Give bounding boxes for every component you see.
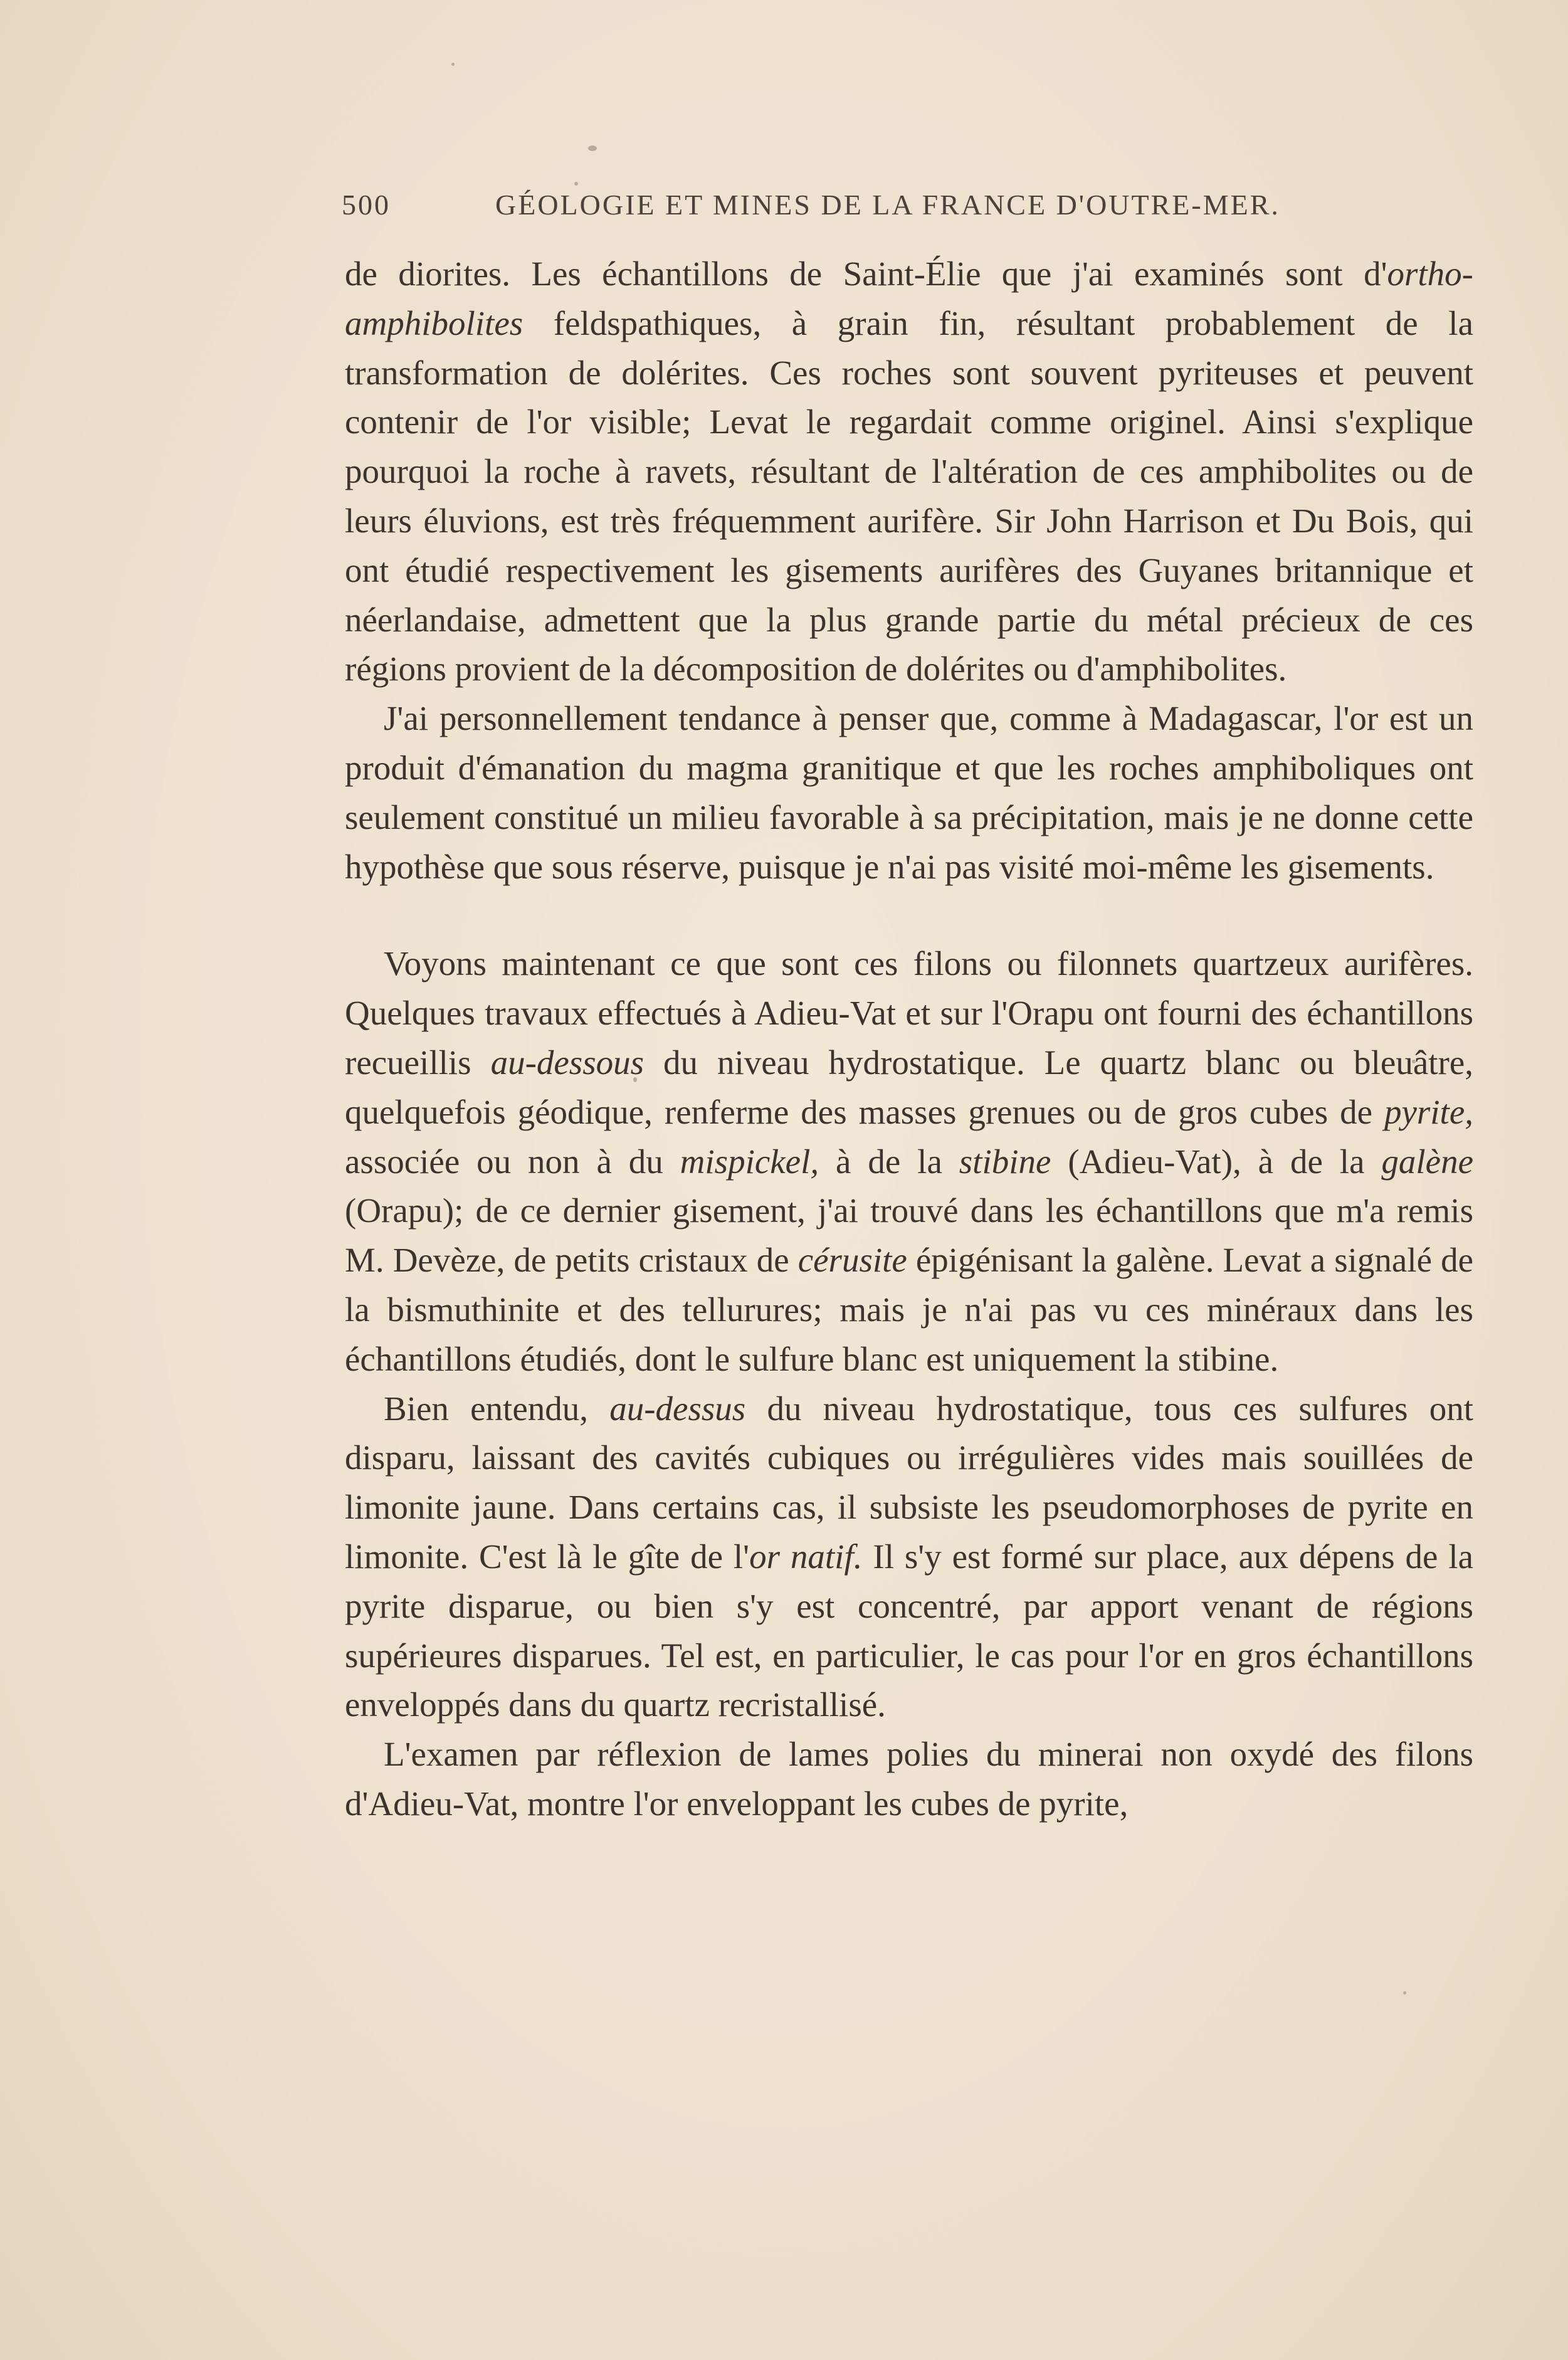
running-title: GÉOLOGIE ET MINES DE LA FRANCE D'OUTRE-MER.: [495, 189, 1280, 221]
text-run: épigénisant la galène. Levat a signalé de la bismuthinite et des tellurures; mais je n'ai pas vu ces minéraux dans les échantillons étudiés, dont le sulfure blanc est uniquement la stibine.: [345, 1241, 1473, 1378]
italic-term: or natif.: [749, 1537, 863, 1576]
ink-speck: [1403, 1991, 1406, 1994]
text-run: Voyons maintenant ce que sont ces filons ou filonnets quartzeux aurifères. Quelques travaux effectués à Adieu-Vat et sur l'Orapu ont fourni des échantillons recueillis: [345, 944, 1473, 1082]
italic-term: pyrite,: [1384, 1092, 1473, 1131]
text-run: (Adieu-Vat), à de la: [1051, 1142, 1382, 1181]
text-run: du niveau hydrostatique, tous ces sulfures ont disparu, laissant des cavités cubiques ou irrégulières vides mais souillées de limonite jaune. Dans certains cas, il subsiste les pseudomorphoses de pyrite en limonite. C'est là le gîte de l': [345, 1389, 1473, 1576]
italic-term: stibine: [959, 1142, 1051, 1181]
italic-term: galène: [1381, 1142, 1474, 1181]
text-run: (Orapu); de ce dernier gisement, j'ai trouvé dans les échantillons que m'a remis M. Devèze, de petits cristaux de: [345, 1191, 1473, 1280]
text-run: à de la: [819, 1142, 959, 1181]
text-run: associée ou non à du: [345, 1142, 680, 1181]
italic-term: cérusite: [797, 1241, 907, 1280]
paragraph: [345, 1730, 1473, 1829]
text-run: J'ai personnellement tendance à penser que, comme à Madagascar, l'or est un produit d'émanation du magma granitique et que les roches amphiboliques ont seulement constitué un milieu favorable à sa précipitation, mais je ne donne cette hypothèse que sous réserve, puisque je n'ai pas visité moi-même les gisements.: [345, 699, 1473, 886]
paragraph: [345, 1384, 1473, 1730]
italic-term: au-dessus: [609, 1389, 746, 1428]
text-run: du niveau hydrostatique. Le quartz blanc ou bleuâtre, quelquefois géodique, renferme des masses grenues ou de gros cubes de: [345, 1043, 1473, 1131]
italic-term: ortho-amphibolites: [345, 255, 1473, 342]
paragraph: [345, 250, 1473, 694]
italic-term: au-dessous: [490, 1043, 645, 1082]
ink-speck: [451, 63, 455, 66]
paragraph: [345, 694, 1473, 892]
italic-term: mispickel,: [680, 1142, 819, 1181]
body-text: [345, 250, 1473, 1829]
ink-speck: [588, 145, 597, 151]
page-number: 500: [342, 189, 391, 221]
text-run: L'examen par réflexion de lames polies du minerai non oxydé des filons d'Adieu-Vat, montre l'or enveloppant les cubes de pyrite,: [345, 1735, 1473, 1823]
page-header: [342, 188, 1301, 232]
text-run: Bien entendu,: [384, 1389, 610, 1428]
text-run: feldspathiques, à grain fin, résultant probablement de la transformation de dolérites. Ces roches sont souvent pyriteuses et peuvent contenir de l'or visible; Levat le regardait comme originel. Ainsi s'explique pourquoi la roche à ravets, résultant de l'altération de ces amphibolites ou de leurs éluvions, est très fréquemment aurifère. Sir John Harrison et Du Bois, qui ont étudié respectivement les gisements aurifères des Guyanes britannique et néerlandaise, admettent que la plus grande partie du métal précieux de ces régions provient de la décomposition de dolérites ou d'amphibolites.: [345, 303, 1473, 688]
text-run: de diorites. Les échantillons de Saint-Élie que j'ai examinés sont d': [345, 255, 1387, 293]
ink-speck: [574, 182, 578, 186]
paragraph: [345, 939, 1473, 1384]
text-run: Il s'y est formé sur place, aux dépens de la pyrite disparue, ou bien s'y est concentré, par apport venant de régions supérieures disparues. Tel est, en particulier, le cas pour l'or en gros échantillons enveloppés dans du quartz recristallisé.: [345, 1537, 1474, 1724]
